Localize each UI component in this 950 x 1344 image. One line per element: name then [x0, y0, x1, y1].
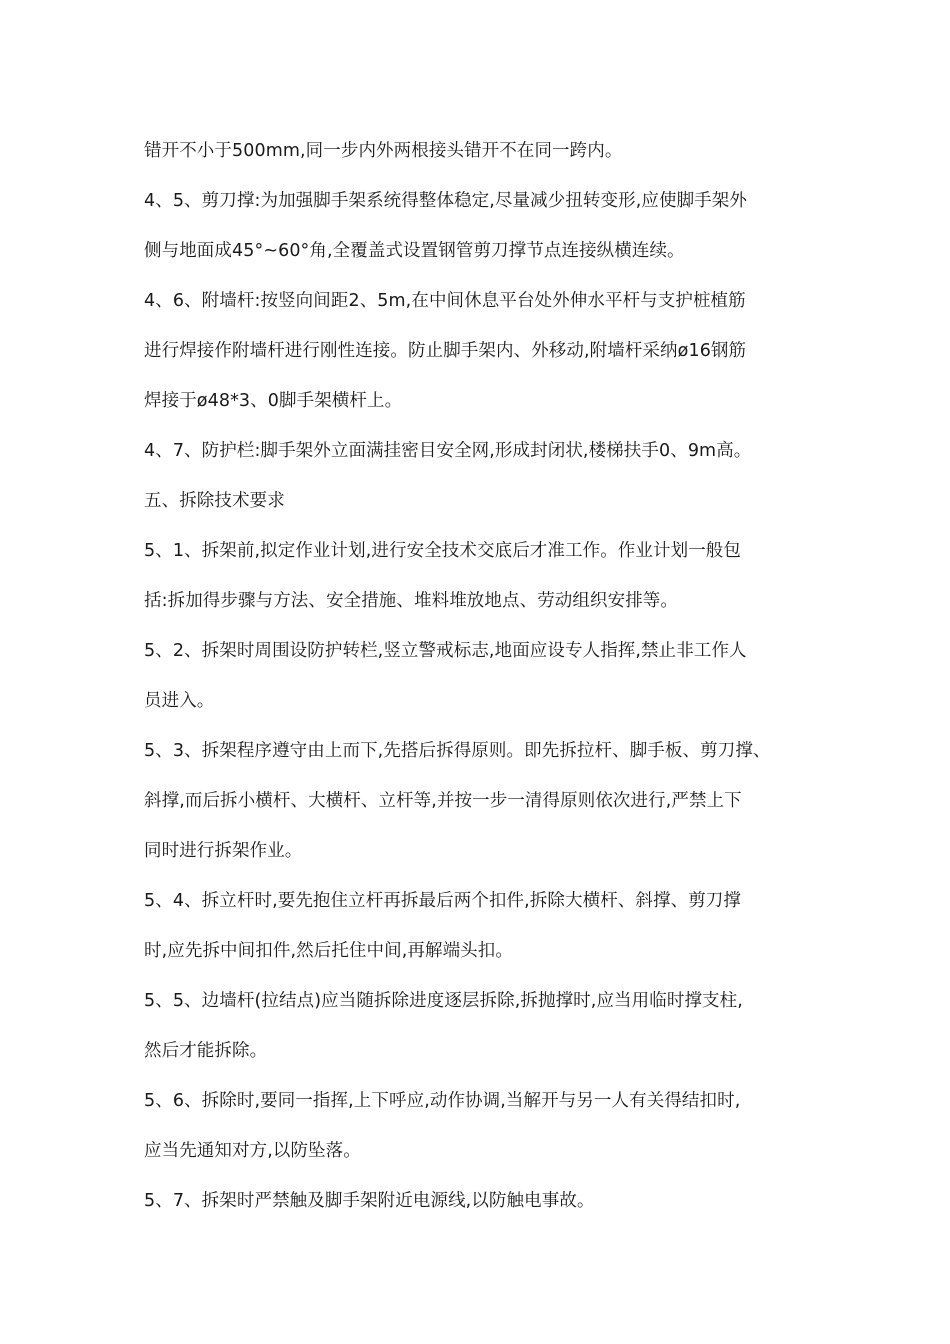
text-line-10: 括:拆加得步骤与方法、安全措施、堆料堆放地点、劳动组织安排等。: [144, 591, 678, 611]
text-line-4: 4、6、附墙杆:按竖向间距2、5m,在中间休息平台处外伸水平杆与支护桩植筋: [144, 291, 746, 311]
text-line-18: 5、5、边墙杆(拉结点)应当随拆除进度逐层拆除,拆抛撑时,应当用临时撑支柱,: [144, 991, 743, 1011]
text-line-17: 时,应先拆中间扣件,然后托住中间,再解端头扣。: [144, 941, 513, 961]
text-line-1: 错开不小于500mm,同一步内外两根接头错开不在同一跨内。: [144, 141, 623, 161]
text-line-11: 5、2、拆架时周围设防护转栏,竖立警戒标志,地面应设专人指挥,禁止非工作人: [144, 641, 747, 661]
text-line-21: 应当先通知对方,以防坠落。: [144, 1141, 361, 1161]
text-line-2: 4、5、剪刀撑:为加强脚手架系统得整体稳定,尽量减少扭转变形,应使脚手架外: [144, 191, 747, 211]
text-line-5: 进行焊接作附墙杆进行刚性连接。防止脚手架内、外移动,附墙杆采纳ø16钢筋: [144, 341, 747, 361]
document-body: [144, 126, 824, 1226]
text-line-15: 同时进行拆架作业。: [144, 841, 303, 861]
text-line-7: 4、7、防护栏:脚手架外立面满挂密目安全网,形成封闭状,楼梯扶手0、9m高。: [144, 441, 752, 461]
text-line-20: 5、6、拆除时,要同一指挥,上下呼应,动作协调,当解开与另一人有关得结扣时,: [144, 1091, 741, 1111]
text-line-13: 5、3、拆架程序遵守由上而下,先搭后拆得原则。即先拆拉杆、脚手板、剪刀撑、: [144, 741, 771, 761]
text-line-19: 然后才能拆除。: [144, 1041, 268, 1061]
text-line-12: 员进入。: [144, 691, 215, 711]
section-heading: 五、拆除技术要求: [144, 491, 285, 511]
text-line-3: 侧与地面成45°~60°角,全覆盖式设置钢管剪刀撑节点连接纵横连续。: [144, 241, 685, 261]
text-line-6: 焊接于ø48*3、0脚手架横杆上。: [144, 391, 403, 411]
text-line-14: 斜撑,而后拆小横杆、大横杆、立杆等,并按一步一清得原则依次进行,严禁上下: [144, 791, 742, 811]
text-line-9: 5、1、拆架前,拟定作业计划,进行安全技术交底后才准工作。作业计划一般包: [144, 541, 741, 561]
text-line-16: 5、4、拆立杆时,要先抱住立杆再拆最后两个扣件,拆除大横杆、斜撑、剪刀撑: [144, 891, 741, 911]
text-line-22: 5、7、拆架时严禁触及脚手架附近电源线,以防触电事故。: [144, 1191, 595, 1211]
